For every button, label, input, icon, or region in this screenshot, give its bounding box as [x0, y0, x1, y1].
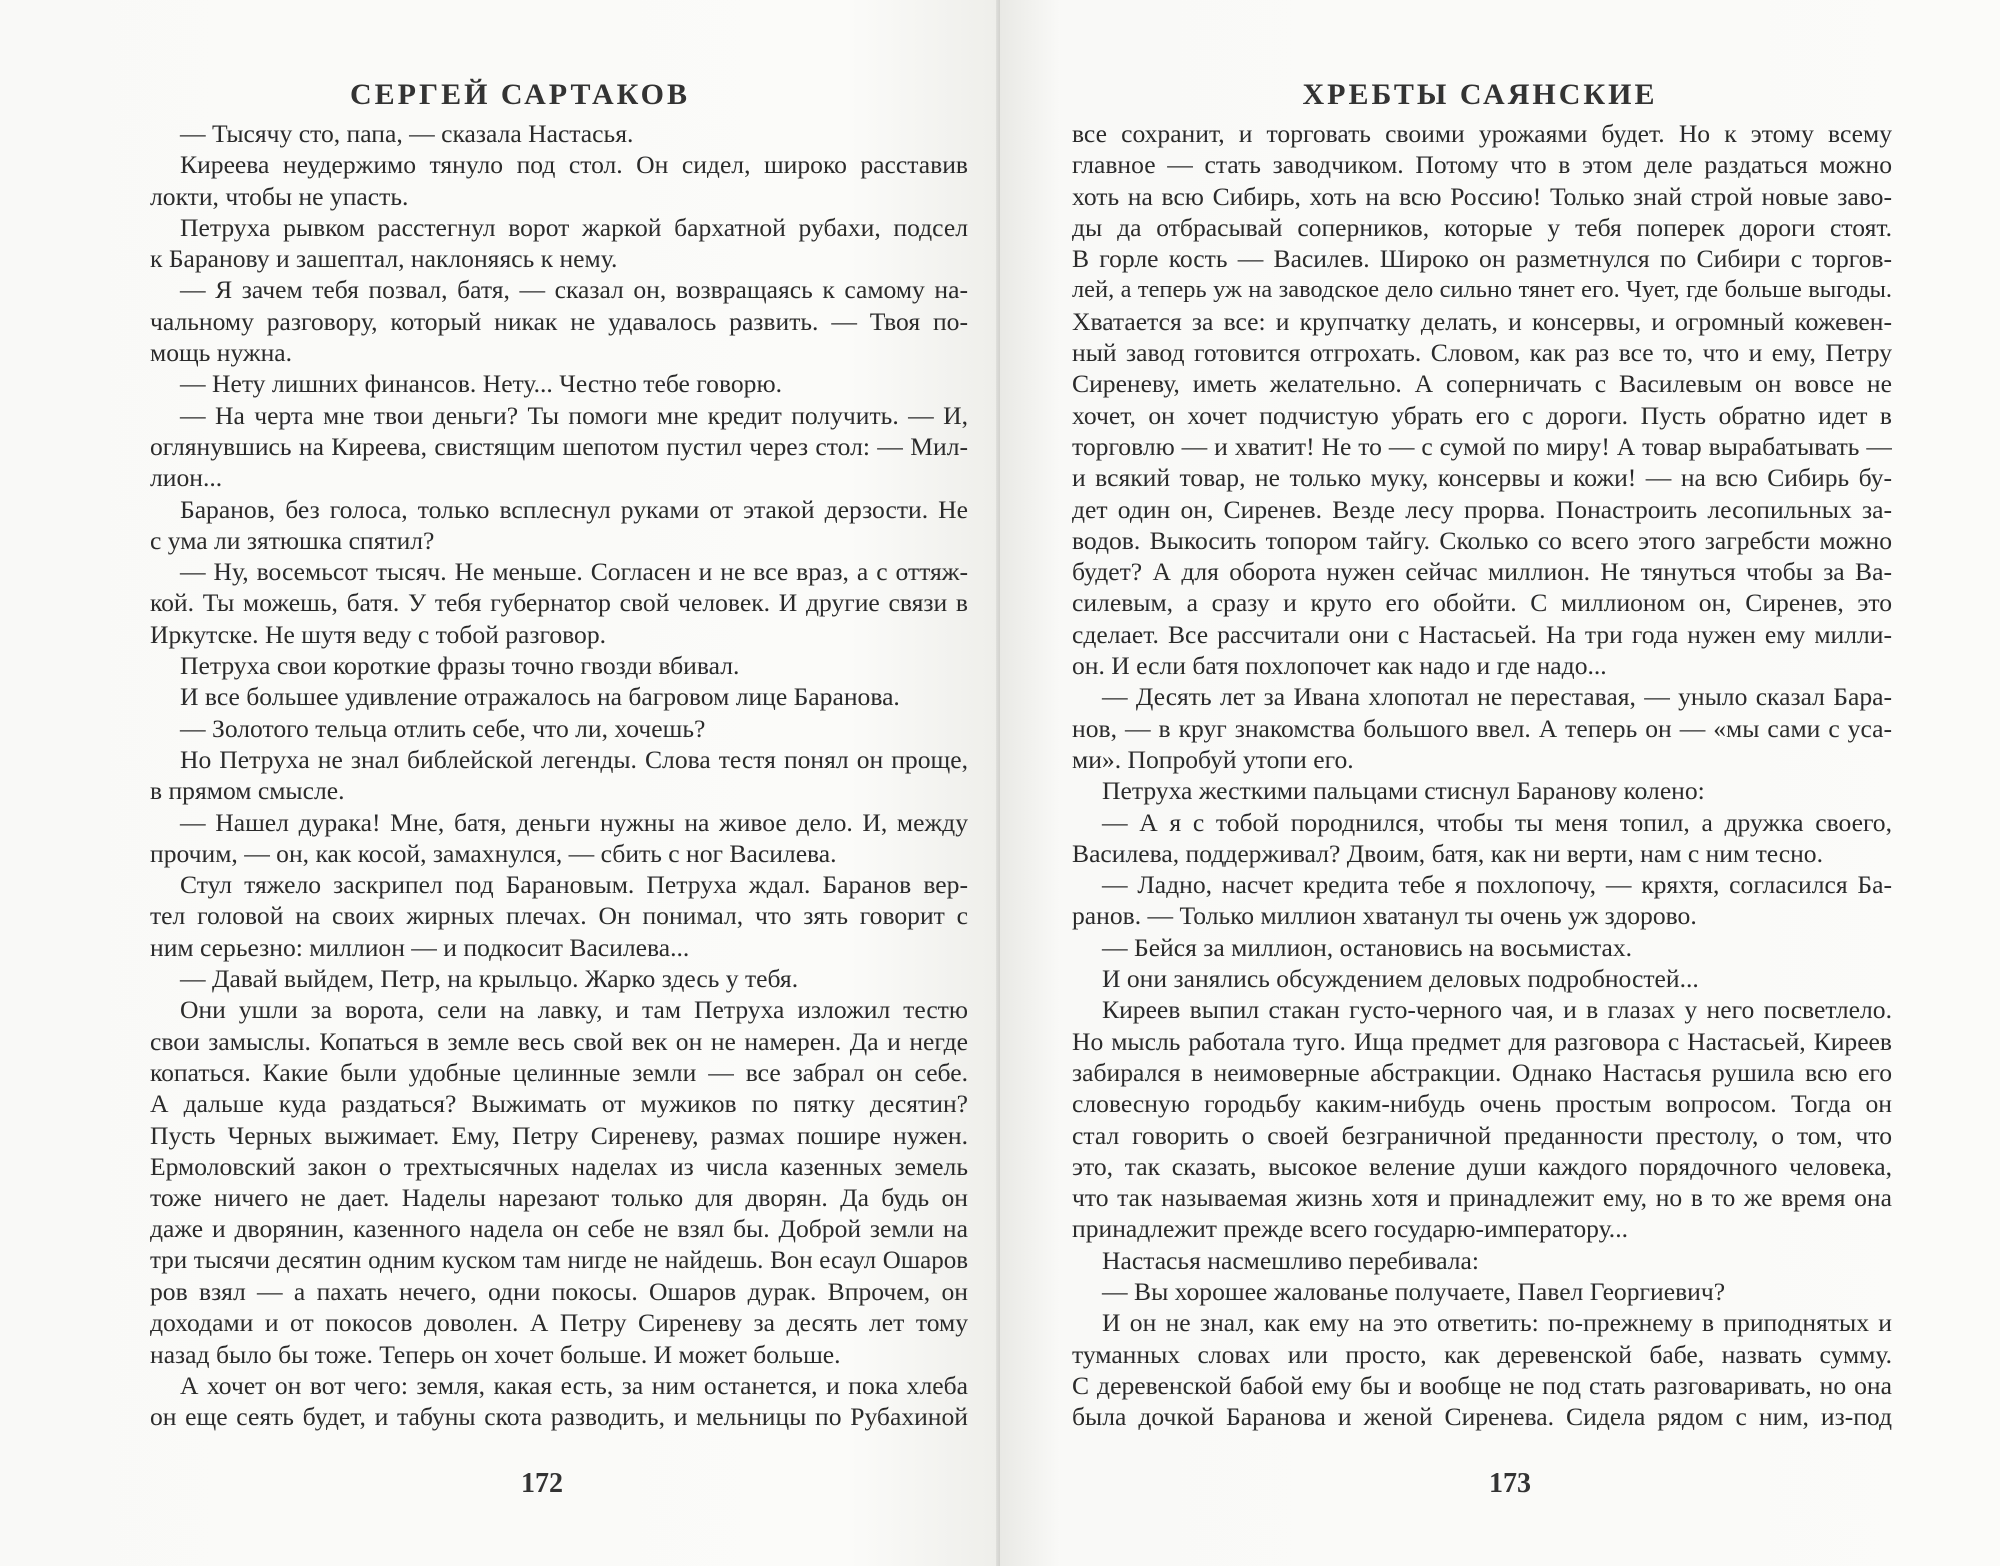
text-line: В горле кость — Василев. Широко он разметнулся по Сибири с торгов-	[1072, 244, 1892, 274]
text-line: Но Петруха не знал библейской легенды. Слова тестя понял он проще,	[180, 744, 968, 774]
text-line: прочим, — он, как косой, замахнулся, — сбить с ног Василева.	[150, 838, 837, 868]
text-line: Киреева неудержимо тянуло под стол. Он сидел, широко расставив	[180, 150, 968, 180]
text-line: Петруха свои короткие фразы точно гвозди вбивал.	[180, 651, 740, 681]
text-line: была дочкой Баранова и женой Сиренева. Сидела рядом с ним, из-под	[1072, 1402, 1892, 1432]
text-line: оглянувшись на Киреева, свистящим шепотом пустил через стол: — Мил-	[150, 431, 968, 461]
text-line: все сохранит, и торговать своими урожаями будет. Но к этому всему	[1072, 119, 1892, 148]
text-line: тел головой на своих жирных плечах. Он понимал, что зять говорит с	[150, 901, 968, 931]
text-line: словесную городьбу каким-нибудь очень простым вопросом. Тогда он	[1072, 1089, 1892, 1119]
text-line: забирался в неимоверные абстракции. Однако Настасья рушила всю его	[1072, 1057, 1892, 1087]
text-line: И он не знал, как ему на это ответить: по-прежнему в приподнятых и	[1102, 1308, 1892, 1338]
page-number-right: 173	[1489, 1468, 1531, 1499]
text-line: Сиреневу, иметь желательно. А соперничать с Василевым он вовсе не	[1072, 369, 1892, 399]
left-page-text	[150, 118, 968, 1432]
text-line: Хватается за все: и крупчатку делать, и консервы, и огромный кожевен-	[1072, 306, 1892, 336]
text-line: лион...	[150, 463, 223, 493]
text-line: главное — стать заводчиком. Потому что в этом деле раздаться можно	[1072, 150, 1892, 180]
page-number-left: 172	[521, 1468, 563, 1499]
text-line: Ермоловский закон о трехтысячных наделах из числа казенных земель	[150, 1151, 968, 1181]
text-line: свои замыслы. Копаться в земле весь свой век он не намерен. Да и негде	[150, 1026, 968, 1056]
text-line: даже и дворянин, казенного надела он себе не взял бы. Доброй земли на	[150, 1214, 968, 1244]
text-line: стал говорить о своей безграничной преданности престолу, о том, что	[1072, 1120, 1892, 1150]
text-line: И они занялись обсуждением деловых подробностей...	[1102, 964, 1699, 994]
text-line: принадлежит прежде всего государю-императору...	[1072, 1214, 1629, 1244]
text-line: — Десять лет за Ивана хлопотал не переставая, — уныло сказал Бара-	[1102, 682, 1892, 712]
text-line: С деревенской бабой ему бы и вообще не под стать разговаривать, но она	[1072, 1370, 1892, 1400]
text-line: Иркутске. Не шутя веду с тобой разговор.	[150, 619, 607, 649]
text-line: Петруха рывком расстегнул ворот жаркой бархатной рубахи, подсел	[180, 212, 968, 242]
text-line: Настасья насмешливо перебивала:	[1102, 1245, 1480, 1275]
text-line: ный завод готовится отгрохать. Словом, как раз все то, что и ему, Петру	[1072, 338, 1892, 368]
text-line: хочет, он хочет подчистую убрать его с дороги. Пусть обратно идет в	[1072, 400, 1892, 430]
text-line: — Нету лишних финансов. Нету... Честно тебе говорю.	[180, 369, 782, 399]
text-line: — Тысячу сто, папа, — сказала Настасья.	[180, 119, 634, 148]
text-line: и всякий товар, не только муку, консервы и кожи! — на всю Сибирь бу-	[1072, 463, 1892, 493]
text-line: чальному разговору, который никак не удавалось развить. — Твоя по-	[150, 306, 968, 336]
right-page	[1000, 0, 2000, 1566]
text-line: Киреев выпил стакан густо-черного чая, и в глазах у него посветлело.	[1102, 995, 1892, 1025]
text-line: локти, чтобы не упасть.	[150, 181, 409, 211]
text-line: три тысячи десятин одним куском там нигде не найдешь. Вон есаул Ошаров	[150, 1246, 968, 1274]
text-line: доходами и от покосов доволен. А Петру Сиреневу за десять лет тому	[150, 1308, 968, 1338]
text-line: ды да отбрасывай соперников, которые у тебя поперек дороги стоят.	[1072, 212, 1892, 242]
text-line: к Баранову и зашептал, наклоняясь к нему.	[150, 244, 618, 274]
text-line: силевым, а сразу и круто его обойти. С миллионом он, Сиренев, это	[1072, 588, 1892, 618]
text-line: это, так сказать, высокое веление души каждого порядочного человека,	[1072, 1151, 1892, 1181]
text-line: дет один он, Сиренев. Везде лесу прорва. Понастроить лесопильных за-	[1072, 494, 1892, 524]
text-line: ним серьезно: миллион — и подкосит Василева...	[150, 932, 690, 962]
text-line: ров взял — а пахать нечего, одни покосы. Ошаров дурак. Впрочем, он	[150, 1276, 968, 1306]
text-line: Они ушли за ворота, сели на лавку, и там Петруха изложил тестю	[180, 995, 968, 1025]
text-line: А хочет он вот чего: земля, какая есть, за ним останется, и пока хлеба	[180, 1370, 968, 1400]
text-line: — Бейся за миллион, остановись на восьмистах.	[1102, 932, 1633, 962]
text-line: туманных словах или просто, как деревенской бабе, назвать сумму.	[1072, 1339, 1892, 1369]
text-line: — Ну, восемьсот тысяч. Не меньше. Согласен и не все враз, а с оттяж-	[180, 557, 968, 587]
text-line: — Нашел дурака! Мне, батя, деньги нужны на живое дело. И, между	[180, 807, 968, 837]
running-head-author: СЕРГЕЙ САРТАКОВ	[350, 78, 690, 111]
text-line: Василева, поддерживал? Двоим, батя, как ни верти, нам с ним тесно.	[1072, 838, 1824, 868]
text-line: торговлю — и хватит! Не то — с сумой по миру! А товар вырабатывать —	[1072, 431, 1892, 461]
text-line: — Давай выйдем, Петр, на крыльцо. Жарко здесь у тебя.	[180, 964, 799, 994]
text-line: — А я с тобой породнился, чтобы ты меня топил, а дружка своего,	[1102, 807, 1892, 837]
text-line: будет? А для оборота нужен сейчас миллион. Не тянуться чтобы за Ва-	[1072, 557, 1892, 587]
text-line: мощь нужна.	[150, 338, 293, 368]
text-line: назад было бы тоже. Теперь он хочет больше. И может больше.	[150, 1339, 841, 1369]
text-line: водов. Выкосить топором тайгу. Сколько со всего этого загребсти можно	[1072, 525, 1892, 555]
text-line: хоть на всю Сибирь, хоть на всю Россию! Только знай строй новые заво-	[1072, 181, 1892, 211]
text-line: Петруха жесткими пальцами стиснул Баранову колено:	[1102, 776, 1705, 806]
text-line: что так называемая жизнь хотя и принадлежит ему, но в то же время она	[1072, 1183, 1892, 1213]
text-line: лей, а теперь уж на заводское дело сильно тянет его. Чует, где больше выгоды.	[1072, 276, 1892, 304]
text-line: — Вы хорошее жалованье получаете, Павел Георгиевич?	[1102, 1276, 1726, 1306]
text-line: И все большее удивление отражалось на багровом лице Баранова.	[180, 682, 900, 712]
text-line: Но мысль работала туго. Ища предмет для разговора с Настасьей, Киреев	[1072, 1026, 1892, 1056]
text-line: с ума ли зятюшка спятил?	[150, 525, 435, 555]
text-line: А дальше куда раздаться? Выжимать от мужиков по пятку десятин?	[150, 1089, 968, 1119]
text-line: тоже ничего не дает. Наделы нарезают только для дворян. Да будь он	[150, 1183, 968, 1213]
text-line: Пусть Черных выжимает. Ему, Петру Сиреневу, размах пошире нужен.	[150, 1120, 968, 1150]
text-line: в прямом смысле.	[150, 776, 345, 806]
text-line: он. И если батя похлопочет как надо и где надо...	[1072, 651, 1607, 681]
text-line: он еще сеять будет, и табуны скота разводить, и мельницы по Рубахиной	[150, 1402, 968, 1432]
running-head-title: ХРЕБТЫ САЯНСКИЕ	[1302, 78, 1658, 111]
text-line: Стул тяжело заскрипел под Барановым. Петруха ждал. Баранов вер-	[180, 870, 968, 900]
text-line: ми». Попробуй утопи его.	[1072, 744, 1354, 774]
text-line: ранов. — Только миллион хватанул ты очень уж здорово.	[1072, 901, 1697, 931]
text-line: копаться. Какие были удобные целинные земли — все забрал он себе.	[150, 1057, 968, 1087]
text-line: — Ладно, насчет кредита тебе я похлопочу, — кряхтя, согласился Ба-	[1102, 870, 1892, 900]
text-line: сделает. Все рассчитали они с Настасьей. На три года нужен ему милли-	[1072, 619, 1892, 649]
text-line: Баранов, без голоса, только всплеснул руками от этакой дерзости. Не	[180, 494, 968, 524]
text-line: — На черта мне твои деньги? Ты помоги мне кредит получить. — И,	[180, 400, 968, 430]
text-line: — Я зачем тебя позвал, батя, — сказал он, возвращаясь к самому на-	[180, 275, 968, 305]
text-line: — Золотого тельца отлить себе, что ли, хочешь?	[180, 713, 706, 743]
right-page-text	[1072, 118, 1892, 1432]
text-line: кой. Ты можешь, батя. У тебя губернатор свой человек. И другие связи в	[150, 588, 968, 618]
text-line: нов, — в круг знакомства большого ввел. А теперь он — «мы сами с уса-	[1072, 713, 1892, 743]
